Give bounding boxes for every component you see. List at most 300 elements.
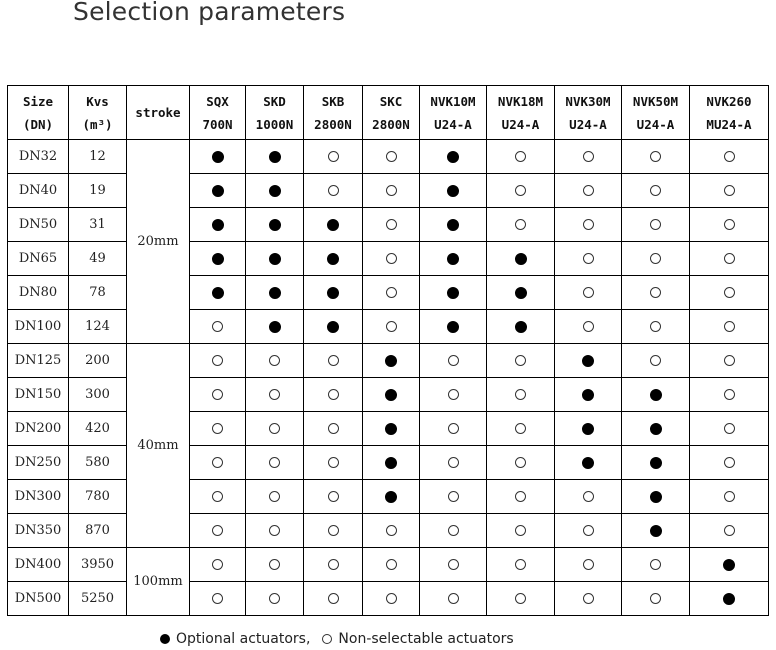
- open-circle-icon: [583, 151, 594, 162]
- actuator-cell: [190, 344, 246, 378]
- kvs-cell: 19: [69, 174, 127, 208]
- open-circle-icon: [515, 457, 526, 468]
- open-circle-icon: [515, 185, 526, 196]
- actuator-cell: [363, 446, 420, 480]
- actuator-cell: [420, 378, 487, 412]
- open-circle-icon: [328, 185, 339, 196]
- actuator-cell: [304, 446, 363, 480]
- actuator-cell: [555, 514, 622, 548]
- actuator-cell: [690, 412, 769, 446]
- actuator-cell: [246, 344, 304, 378]
- table-header-row: [8, 86, 769, 140]
- filled-circle-icon: [327, 219, 339, 231]
- open-circle-icon: [724, 457, 735, 468]
- open-circle-icon: [448, 491, 459, 502]
- actuator-cell: [622, 140, 690, 174]
- actuator-cell: [622, 310, 690, 344]
- kvs-cell: 580: [69, 446, 127, 480]
- open-circle-icon: [515, 423, 526, 434]
- filled-circle-icon: [385, 457, 397, 469]
- size-cell: DN200: [8, 412, 69, 446]
- actuator-cell: [363, 548, 420, 582]
- open-circle-icon: [328, 593, 339, 604]
- kvs-cell: 78: [69, 276, 127, 310]
- open-circle-icon: [212, 525, 223, 536]
- actuator-cell: [420, 480, 487, 514]
- open-circle-icon: [650, 593, 661, 604]
- actuator-cell: [420, 582, 487, 616]
- filled-circle-icon: [212, 253, 224, 265]
- table-row: [8, 446, 769, 480]
- actuator-cell: [363, 242, 420, 276]
- actuator-cell: [555, 582, 622, 616]
- open-circle-icon: [328, 491, 339, 502]
- table-row: [8, 548, 769, 582]
- actuator-cell: [690, 310, 769, 344]
- table-row: [8, 208, 769, 242]
- kvs-cell: 12: [69, 140, 127, 174]
- actuator-cell: [304, 378, 363, 412]
- size-cell: DN250: [8, 446, 69, 480]
- filled-circle-icon: [385, 423, 397, 435]
- actuator-cell: [622, 412, 690, 446]
- size-cell: DN32: [8, 140, 69, 174]
- table-row: [8, 174, 769, 208]
- filled-circle-icon: [212, 219, 224, 231]
- filled-circle-icon: [327, 321, 339, 333]
- open-circle-icon: [583, 491, 594, 502]
- table-row: [8, 242, 769, 276]
- open-circle-icon: [724, 423, 735, 434]
- actuator-cell: [246, 412, 304, 446]
- size-cell: DN80: [8, 276, 69, 310]
- actuator-cell: [690, 514, 769, 548]
- actuator-cell: [190, 242, 246, 276]
- actuator-cell: [190, 412, 246, 446]
- actuator-cell: [420, 446, 487, 480]
- open-circle-icon: [583, 593, 594, 604]
- actuator-cell: [304, 344, 363, 378]
- open-circle-icon: [448, 355, 459, 366]
- actuator-cell: [363, 378, 420, 412]
- size-cell: DN150: [8, 378, 69, 412]
- actuator-cell: [420, 514, 487, 548]
- open-circle-icon: [724, 253, 735, 264]
- stroke-cell: 20mm: [127, 140, 190, 344]
- kvs-cell: 200: [69, 344, 127, 378]
- open-circle-icon: [724, 525, 735, 536]
- filled-circle-icon: [650, 423, 662, 435]
- actuator-cell: [555, 310, 622, 344]
- actuator-cell: [420, 548, 487, 582]
- stroke-cell: 100mm: [127, 548, 190, 616]
- filled-circle-icon: [650, 389, 662, 401]
- kvs-cell: 780: [69, 480, 127, 514]
- actuator-cell: [246, 582, 304, 616]
- open-circle-icon: [583, 287, 594, 298]
- size-cell: DN50: [8, 208, 69, 242]
- actuator-cell: [420, 276, 487, 310]
- actuator-cell: [190, 446, 246, 480]
- actuator-cell: [622, 344, 690, 378]
- actuator-cell: [487, 378, 555, 412]
- actuator-cell: [190, 378, 246, 412]
- open-circle-icon: [386, 593, 397, 604]
- open-circle-icon: [328, 457, 339, 468]
- actuator-cell: [690, 378, 769, 412]
- actuator-cell: [246, 310, 304, 344]
- actuator-cell: [246, 378, 304, 412]
- filled-circle-icon: [212, 287, 224, 299]
- open-circle-icon: [515, 151, 526, 162]
- actuator-cell: [420, 412, 487, 446]
- actuator-cell: [555, 548, 622, 582]
- actuator-cell: [246, 514, 304, 548]
- actuator-cell: [420, 208, 487, 242]
- open-circle-icon: [328, 559, 339, 570]
- actuator-cell: [246, 480, 304, 514]
- filled-circle-icon: [582, 457, 594, 469]
- size-cell: DN125: [8, 344, 69, 378]
- filled-circle-icon: [515, 321, 527, 333]
- size-cell: DN65: [8, 242, 69, 276]
- kvs-cell: 124: [69, 310, 127, 344]
- open-circle-icon: [724, 287, 735, 298]
- stroke-cell: 40mm: [127, 344, 190, 548]
- actuator-cell: [304, 514, 363, 548]
- open-circle-icon: [724, 321, 735, 332]
- open-circle-icon: [386, 185, 397, 196]
- open-circle-icon: [515, 559, 526, 570]
- actuator-cell: [246, 208, 304, 242]
- open-circle-icon: [515, 355, 526, 366]
- filled-circle-icon: [447, 253, 459, 265]
- open-circle-icon: [322, 634, 332, 644]
- header-kvs: Kvs (m³): [69, 86, 127, 140]
- actuator-cell: [555, 344, 622, 378]
- filled-circle-icon: [582, 423, 594, 435]
- open-circle-icon: [650, 253, 661, 264]
- actuator-cell: [622, 378, 690, 412]
- actuator-cell: [246, 276, 304, 310]
- filled-circle-icon: [723, 559, 735, 571]
- actuator-cell: [420, 174, 487, 208]
- table-row: [8, 412, 769, 446]
- actuator-cell: [622, 276, 690, 310]
- actuator-cell: [304, 310, 363, 344]
- actuator-cell: [190, 276, 246, 310]
- actuator-cell: [555, 378, 622, 412]
- actuator-cell: [622, 174, 690, 208]
- kvs-cell: 5250: [69, 582, 127, 616]
- actuator-cell: [555, 242, 622, 276]
- actuator-cell: [304, 412, 363, 446]
- open-circle-icon: [724, 219, 735, 230]
- header-actuator-nvk30m: NVK30M U24-A: [555, 86, 622, 140]
- filled-circle-icon: [515, 253, 527, 265]
- size-cell: DN400: [8, 548, 69, 582]
- actuator-cell: [487, 140, 555, 174]
- open-circle-icon: [650, 321, 661, 332]
- open-circle-icon: [269, 423, 280, 434]
- actuator-cell: [690, 174, 769, 208]
- open-circle-icon: [269, 559, 280, 570]
- legend-empty-label: Non-selectable actuators: [338, 631, 514, 647]
- header-actuator-nvk10m: NVK10M U24-A: [420, 86, 487, 140]
- actuator-cell: [304, 276, 363, 310]
- actuator-cell: [190, 140, 246, 174]
- filled-circle-icon: [447, 321, 459, 333]
- kvs-cell: 870: [69, 514, 127, 548]
- open-circle-icon: [386, 559, 397, 570]
- filled-circle-icon: [269, 185, 281, 197]
- open-circle-icon: [328, 389, 339, 400]
- actuator-cell: [246, 174, 304, 208]
- header-actuator-skb: SKB 2800N: [304, 86, 363, 140]
- open-circle-icon: [583, 219, 594, 230]
- open-circle-icon: [650, 151, 661, 162]
- open-circle-icon: [448, 389, 459, 400]
- filled-circle-icon: [212, 151, 224, 163]
- open-circle-icon: [724, 389, 735, 400]
- open-circle-icon: [515, 219, 526, 230]
- actuator-cell: [487, 548, 555, 582]
- size-cell: DN300: [8, 480, 69, 514]
- open-circle-icon: [386, 525, 397, 536]
- header-actuator-nvk260: NVK260 MU24-A: [690, 86, 769, 140]
- filled-circle-icon: [385, 355, 397, 367]
- filled-circle-icon: [385, 491, 397, 503]
- open-circle-icon: [583, 559, 594, 570]
- table-row: [8, 514, 769, 548]
- actuator-cell: [420, 242, 487, 276]
- actuator-cell: [487, 582, 555, 616]
- actuator-cell: [304, 242, 363, 276]
- actuator-cell: [363, 140, 420, 174]
- table-row: [8, 344, 769, 378]
- actuator-cell: [246, 140, 304, 174]
- filled-circle-icon: [650, 525, 662, 537]
- filled-circle-icon: [650, 491, 662, 503]
- actuator-cell: [304, 548, 363, 582]
- actuator-cell: [622, 582, 690, 616]
- kvs-cell: 300: [69, 378, 127, 412]
- size-cell: DN500: [8, 582, 69, 616]
- header-actuator-nvk18m: NVK18M U24-A: [487, 86, 555, 140]
- actuator-cell: [420, 344, 487, 378]
- actuator-cell: [690, 344, 769, 378]
- actuator-cell: [622, 480, 690, 514]
- actuator-cell: [555, 140, 622, 174]
- table-row: [8, 276, 769, 310]
- filled-circle-icon: [160, 634, 170, 644]
- actuator-cell: [690, 242, 769, 276]
- actuator-cell: [487, 310, 555, 344]
- selection-parameters-table: [7, 85, 769, 616]
- actuator-cell: [246, 548, 304, 582]
- actuator-cell: [246, 446, 304, 480]
- actuator-cell: [555, 480, 622, 514]
- filled-circle-icon: [269, 219, 281, 231]
- kvs-cell: 31: [69, 208, 127, 242]
- open-circle-icon: [212, 389, 223, 400]
- filled-circle-icon: [269, 321, 281, 333]
- open-circle-icon: [212, 593, 223, 604]
- open-circle-icon: [386, 253, 397, 264]
- actuator-cell: [363, 208, 420, 242]
- open-circle-icon: [269, 593, 280, 604]
- actuator-cell: [304, 174, 363, 208]
- actuator-cell: [363, 174, 420, 208]
- open-circle-icon: [386, 219, 397, 230]
- open-circle-icon: [724, 151, 735, 162]
- actuator-cell: [555, 412, 622, 446]
- filled-circle-icon: [723, 593, 735, 605]
- actuator-cell: [487, 208, 555, 242]
- filled-circle-icon: [447, 287, 459, 299]
- actuator-cell: [487, 344, 555, 378]
- actuator-cell: [487, 480, 555, 514]
- open-circle-icon: [583, 253, 594, 264]
- actuator-cell: [487, 276, 555, 310]
- actuator-cell: [304, 582, 363, 616]
- header-actuator-skc: SKC 2800N: [363, 86, 420, 140]
- actuator-cell: [690, 276, 769, 310]
- actuator-cell: [190, 174, 246, 208]
- actuator-cell: [363, 480, 420, 514]
- filled-circle-icon: [269, 253, 281, 265]
- table-body: [8, 140, 769, 616]
- header-actuator-nvk50m: NVK50M U24-A: [622, 86, 690, 140]
- actuator-cell: [190, 480, 246, 514]
- open-circle-icon: [328, 355, 339, 366]
- page-title: Selection parameters: [73, 0, 346, 26]
- open-circle-icon: [650, 219, 661, 230]
- open-circle-icon: [386, 321, 397, 332]
- actuator-cell: [363, 344, 420, 378]
- filled-circle-icon: [212, 185, 224, 197]
- filled-circle-icon: [269, 151, 281, 163]
- actuator-cell: [363, 310, 420, 344]
- header-actuator-sqx: SQX 700N: [190, 86, 246, 140]
- open-circle-icon: [212, 423, 223, 434]
- filled-circle-icon: [385, 389, 397, 401]
- open-circle-icon: [724, 491, 735, 502]
- open-circle-icon: [583, 185, 594, 196]
- actuator-cell: [690, 208, 769, 242]
- open-circle-icon: [650, 287, 661, 298]
- kvs-cell: 420: [69, 412, 127, 446]
- table-row: [8, 140, 769, 174]
- open-circle-icon: [448, 525, 459, 536]
- actuator-cell: [190, 310, 246, 344]
- actuator-cell: [555, 174, 622, 208]
- open-circle-icon: [650, 185, 661, 196]
- open-circle-icon: [212, 491, 223, 502]
- actuator-cell: [555, 446, 622, 480]
- filled-circle-icon: [447, 219, 459, 231]
- actuator-cell: [622, 446, 690, 480]
- actuator-cell: [555, 276, 622, 310]
- actuator-cell: [690, 446, 769, 480]
- header-size: Size (DN): [8, 86, 69, 140]
- kvs-cell: 3950: [69, 548, 127, 582]
- legend: [160, 631, 514, 647]
- actuator-cell: [363, 412, 420, 446]
- actuator-cell: [304, 480, 363, 514]
- size-cell: DN350: [8, 514, 69, 548]
- actuator-cell: [304, 140, 363, 174]
- open-circle-icon: [650, 559, 661, 570]
- actuator-cell: [622, 242, 690, 276]
- filled-circle-icon: [447, 151, 459, 163]
- actuator-cell: [190, 208, 246, 242]
- actuator-cell: [622, 548, 690, 582]
- open-circle-icon: [212, 321, 223, 332]
- actuator-cell: [487, 242, 555, 276]
- actuator-cell: [487, 174, 555, 208]
- actuator-cell: [555, 208, 622, 242]
- actuator-cell: [190, 548, 246, 582]
- filled-circle-icon: [327, 253, 339, 265]
- actuator-cell: [246, 242, 304, 276]
- open-circle-icon: [328, 151, 339, 162]
- filled-circle-icon: [447, 185, 459, 197]
- open-circle-icon: [515, 389, 526, 400]
- filled-circle-icon: [582, 389, 594, 401]
- open-circle-icon: [583, 525, 594, 536]
- open-circle-icon: [515, 525, 526, 536]
- size-cell: DN100: [8, 310, 69, 344]
- filled-circle-icon: [515, 287, 527, 299]
- filled-circle-icon: [650, 457, 662, 469]
- open-circle-icon: [269, 355, 280, 366]
- header-actuator-skd: SKD 1000N: [246, 86, 304, 140]
- actuator-cell: [363, 276, 420, 310]
- header-stroke: stroke: [127, 86, 190, 140]
- actuator-cell: [690, 548, 769, 582]
- open-circle-icon: [212, 559, 223, 570]
- table-row: [8, 310, 769, 344]
- open-circle-icon: [269, 457, 280, 468]
- actuator-cell: [487, 446, 555, 480]
- legend-filled-label: Optional actuators,: [176, 631, 311, 647]
- kvs-cell: 49: [69, 242, 127, 276]
- open-circle-icon: [212, 457, 223, 468]
- open-circle-icon: [448, 559, 459, 570]
- actuator-cell: [420, 140, 487, 174]
- open-circle-icon: [386, 151, 397, 162]
- open-circle-icon: [269, 389, 280, 400]
- open-circle-icon: [386, 287, 397, 298]
- actuator-cell: [690, 480, 769, 514]
- actuator-cell: [487, 514, 555, 548]
- actuator-cell: [304, 208, 363, 242]
- actuator-cell: [690, 140, 769, 174]
- actuator-cell: [690, 582, 769, 616]
- actuator-cell: [190, 582, 246, 616]
- open-circle-icon: [515, 491, 526, 502]
- filled-circle-icon: [327, 287, 339, 299]
- open-circle-icon: [269, 525, 280, 536]
- size-cell: DN40: [8, 174, 69, 208]
- actuator-cell: [622, 514, 690, 548]
- open-circle-icon: [269, 491, 280, 502]
- actuator-cell: [487, 412, 555, 446]
- table-row: [8, 582, 769, 616]
- open-circle-icon: [724, 355, 735, 366]
- table-row: [8, 480, 769, 514]
